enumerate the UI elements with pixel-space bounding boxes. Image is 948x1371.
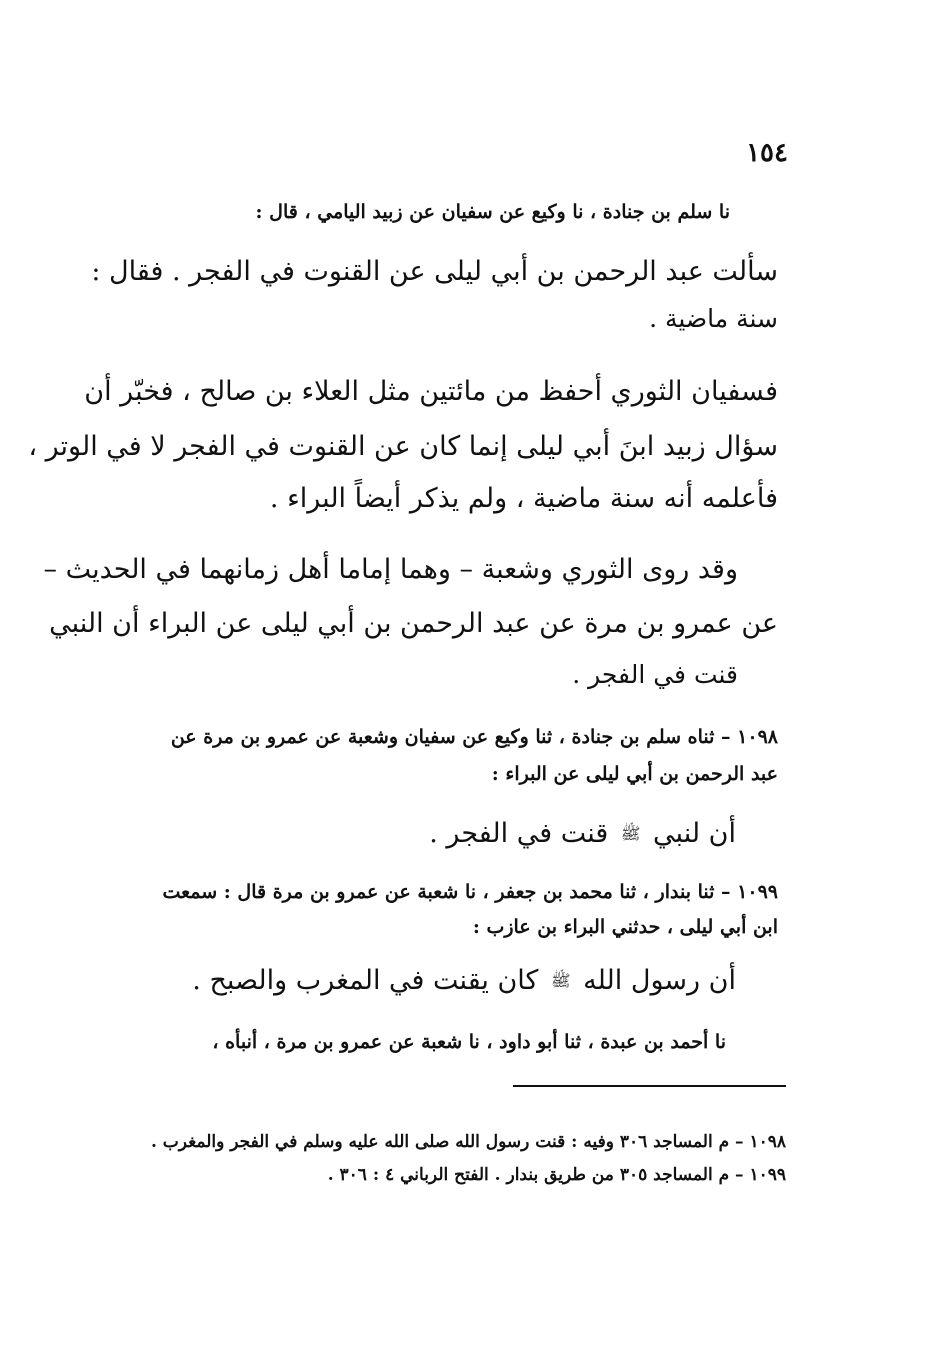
text-line-2: سألت عبد الرحمن بن أبي ليلى عن القنوت في الفجر . فقال : bbox=[91, 256, 778, 287]
isnad-line-16: نا أحمد بن عبدة ، ثنا أبو داود ، نا شعبة عن عمرو بن مرة ، أنبأه ، bbox=[212, 1031, 726, 1053]
page-number: ١٥٤ bbox=[746, 138, 788, 168]
hadith-1099-text bbox=[192, 967, 736, 994]
text-line-4: فسفيان الثوري أحفظ من مائتين مثل العلاء بن صالح ، فخبّر أن bbox=[84, 376, 778, 407]
text-line-7: وقد روى الثوري وشعبة – وهما إماما أهل زمانهما في الحديث – bbox=[43, 554, 738, 585]
hadith-1098-isnad: ١٠٩٨ – ثناه سلم بن جنادة ، ثنا وكيع عن سفيان وشعبة عن عمرو بن مرة عن bbox=[170, 726, 778, 748]
footnote-1099: ١٠٩٩ – م المساجد ٣٠٥ من طريق بندار . الفتح الرباني ٤ : ٣٠٦ . bbox=[327, 1165, 786, 1185]
text-line-6: فأعلمه أنه سنة ماضية ، ولم يذكر أيضاً البراء . bbox=[269, 483, 778, 514]
salutation-glyph: ﷺ bbox=[550, 971, 571, 991]
hadith-1099-text-b: كان يقنت في المغرب والصبح . bbox=[192, 965, 539, 996]
footnote-1098: ١٠٩٨ – م المساجد ٣٠٦ وفيه : قنت رسول الله صلى الله عليه وسلم في الفجر والمغرب . bbox=[150, 1132, 786, 1152]
text-line-3: سنة ماضية . bbox=[649, 304, 778, 333]
hadith-1099-isnad-cont: ابن أبي ليلى ، حدثني البراء بن عازب : bbox=[472, 916, 778, 938]
text-line-8: عن عمرو بن مرة عن عبد الرحمن بن أبي ليلى عن البراء أن النبي bbox=[49, 608, 778, 639]
hadith-1098-text bbox=[429, 820, 736, 847]
hadith-1098-isnad-cont: عبد الرحمن بن أبي ليلى عن البراء : bbox=[491, 763, 778, 785]
hadith-1099-text-a: أن رسول الله bbox=[583, 965, 736, 996]
isnad-line-1: نا سلم بن جنادة ، نا وكيع عن سفيان عن زبيد اليامي ، قال : bbox=[255, 201, 730, 223]
hadith-1099-isnad: ١٠٩٩ – ثنا بندار ، ثنا محمد بن جعفر ، نا شعبة عن عمرو بن مرة قال : سمعت bbox=[162, 881, 778, 903]
salutation-glyph: ﷺ bbox=[620, 824, 641, 844]
hadith-1098-text-b: قنت في الفجر . bbox=[429, 818, 609, 849]
hadith-1098-text-a: أن لنبي bbox=[653, 818, 736, 849]
text-line-5: سؤال زبيد ابنَ أبي ليلى إنما كان عن القنوت في الفجر لا في الوتر ، bbox=[28, 431, 778, 462]
text-line-9: قنت في الفجر . bbox=[572, 660, 738, 689]
footnote-separator bbox=[513, 1085, 786, 1087]
